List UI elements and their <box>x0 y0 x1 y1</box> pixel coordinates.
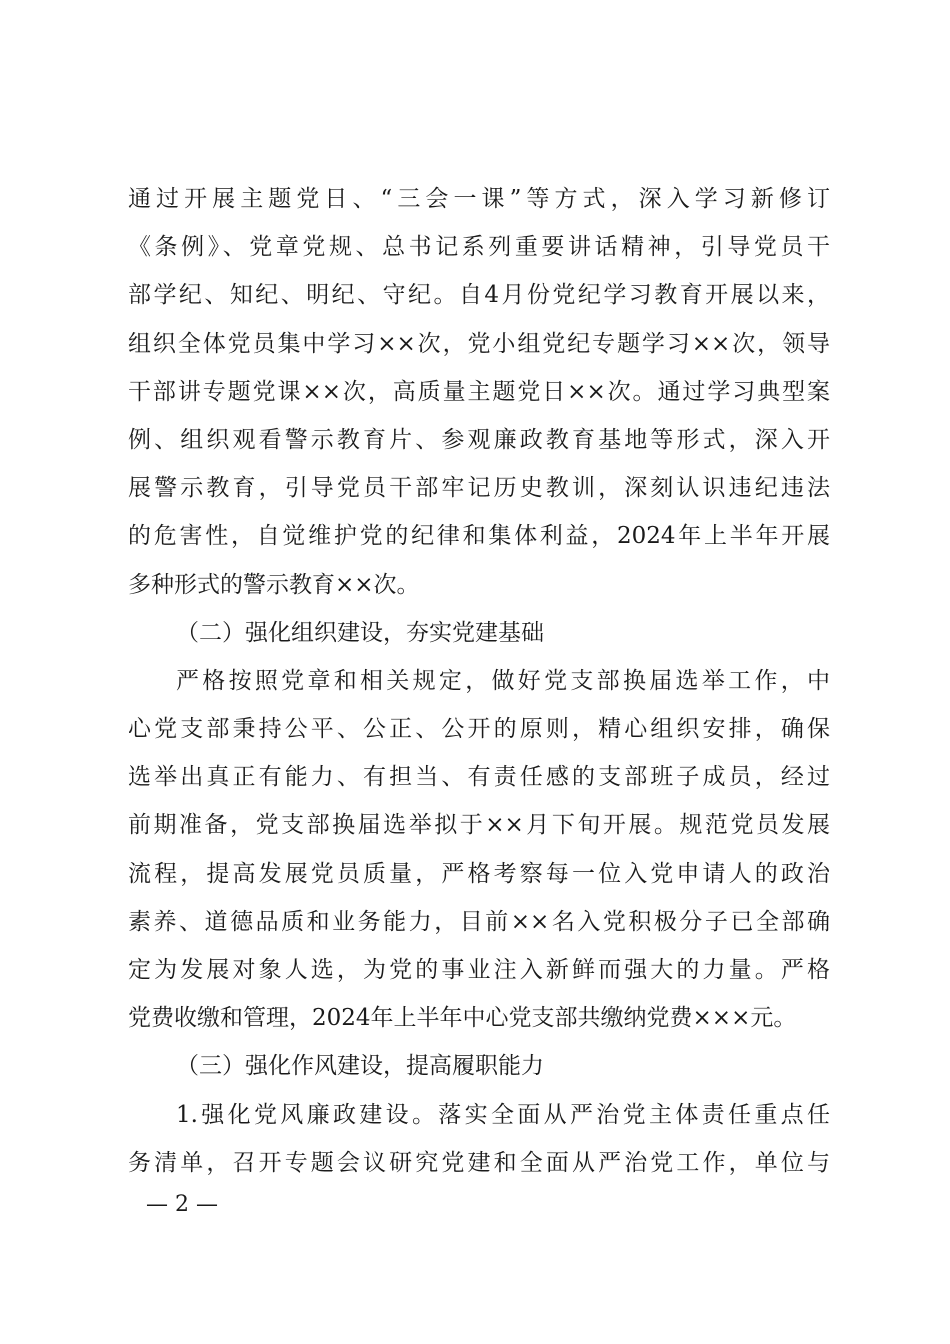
text-line: 多种形式的警示教育××次。 <box>128 571 420 598</box>
text-line: 严格按照党章和相关规定，做好党支部换届选举工作，中 <box>176 667 830 694</box>
text-line: 干部讲专题党课××次，高质量主题党日××次。通过学习典型案 <box>128 378 830 405</box>
text-line: 流程，提高发展党员质量，严格考察每一位入党申请人的政治 <box>128 860 830 887</box>
text-line: 《条例》、党章党规、总书记系列重要讲话精神，引导党员干 <box>128 234 830 261</box>
section-heading-work-style <box>128 1042 830 1090</box>
paragraph-study-education <box>128 175 830 609</box>
text-line: 组织全体党员集中学习××次，党小组党纪专题学习××次，领导 <box>128 330 830 357</box>
paragraph-organization-building <box>128 657 830 1043</box>
text-line: 部学纪、知纪、明纪、守纪。自4月份党纪学习教育开展以来， <box>128 282 830 309</box>
text-line: 务清单，召开专题会议研究党建和全面从严治党工作，单位与 <box>128 1149 830 1176</box>
document-body <box>128 175 830 1187</box>
section-heading-organization <box>128 609 830 657</box>
text-line: 前期准备，党支部换届选举拟于××月下旬开展。规范党员发展 <box>128 812 830 839</box>
text-line: 的危害性，自觉维护党的纪律和集体利益，2024年上半年开展 <box>128 523 830 550</box>
text-line: 1.强化党风廉政建设。落实全面从严治党主体责任重点任 <box>176 1101 830 1128</box>
heading-line: （二）强化组织建设，夯实党建基础 <box>176 619 544 646</box>
text-line: 通过开展主题党日、“三会一课”等方式，深入学习新修订 <box>128 186 830 212</box>
text-line: 选举出真正有能力、有担当、有责任感的支部班子成员，经过 <box>128 764 830 791</box>
text-line: 例、组织观看警示教育片、参观廉政教育基地等形式，深入开 <box>128 426 830 453</box>
text-line: 定为发展对象人选，为党的事业注入新鲜而强大的力量。严格 <box>128 957 830 983</box>
text-line: 展警示教育，引导党员干部牢记历史教训，深刻认识违纪违法 <box>128 475 830 502</box>
text-line: 党费收缴和管理，2024年上半年中心党支部共缴纳党费×××元。 <box>128 1005 797 1032</box>
text-line: 素养、道德品质和业务能力，目前××名入党积极分子已全部确 <box>128 908 830 935</box>
page-number: — 2 — <box>146 1192 218 1217</box>
heading-line: （三）强化作风建设，提高履职能力 <box>176 1053 544 1080</box>
paragraph-work-style-building <box>128 1091 830 1187</box>
text-line: 心党支部秉持公平、公正、公开的原则，精心组织安排，确保 <box>128 716 830 743</box>
